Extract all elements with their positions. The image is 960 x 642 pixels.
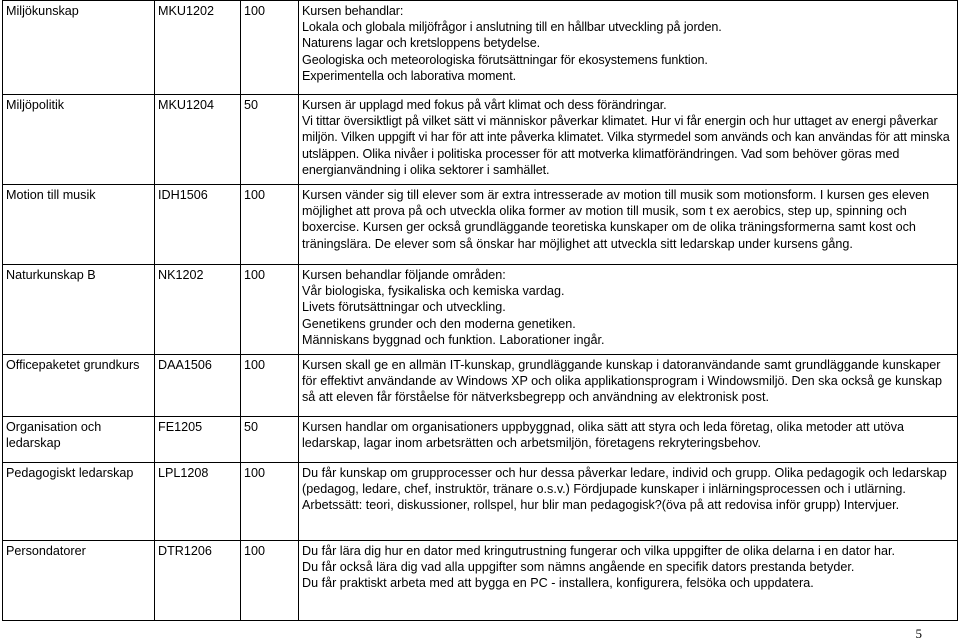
course-name: Organisation och ledarskap	[3, 417, 155, 463]
course-name: Officepaketet grundkurs	[3, 355, 155, 417]
description-line: Du får praktiskt arbeta med att bygga en PC - installera, konfigurera, felsöka och uppdatera.	[302, 576, 814, 591]
description-line: Lokala och globala miljöfrågor i anslutning till en hållbar utveckling på jorden.	[302, 20, 722, 35]
description-line: Kursen handlar om organisationers uppbyggnad, olika sätt att styra och leda företag, olika metoder att utöva ledarskap, lagar inom arbetsrätten och arbetsmiljön, företagens rekryteringsbehov.	[302, 420, 905, 451]
course-name: Miljökunskap	[3, 1, 155, 95]
course-name: Naturkunskap B	[3, 265, 155, 355]
course-name: Persondatorer	[3, 541, 155, 621]
description-line: Livets förutsättningar och utveckling.	[302, 300, 506, 315]
course-code: LPL1208	[155, 463, 241, 541]
description-line: Kursen behandlar:	[302, 4, 404, 18]
course-code: FE1205	[155, 417, 241, 463]
course-code: MKU1202	[155, 1, 241, 95]
description-line: Kursen är upplagd med fokus på vårt klimat och dess förändringar.	[302, 98, 667, 112]
description-line: Du får kunskap om grupprocesser och hur dessa påverkar ledare, individ och grupp. Olika pedagogik och ledarskap (pedagog, ledare, chef, instruktör, tränare o.s.v.) Fördjupade kunskaper i inlärningsprocessen och i utlärning. Arbetssätt: teori, diskussioner, rollspel, hur blir man pedagogisk?(öva på att redovisa inför grupp) Intervjuer.	[302, 466, 947, 513]
course-table-body	[3, 1, 958, 621]
description-line: Geologiska och meteorologiska förutsättningar för ekosystemens funktion.	[302, 52, 708, 67]
description-line: Kursen skall ge en allmän IT-kunskap, grundläggande kunskap i datoranvändande samt grundläggande kunskaper för effektivt användande av Windows XP och olika applikationsprogram i Windowsmiljö. Den ska också ge kunskap så att eleven får förståelse för nätverksbegrepp och användning av elektronisk post.	[302, 358, 943, 405]
course-description	[299, 1, 958, 95]
course-row	[3, 463, 958, 541]
course-code: IDH1506	[155, 185, 241, 265]
course-points: 100	[241, 541, 299, 621]
course-row	[3, 95, 958, 185]
course-points: 100	[241, 355, 299, 417]
course-code: NK1202	[155, 265, 241, 355]
description-line: Experimentella och laborativa moment.	[302, 68, 516, 83]
course-name: Miljöpolitik	[3, 95, 155, 185]
course-row	[3, 541, 958, 621]
course-row	[3, 355, 958, 417]
course-name: Motion till musik	[3, 185, 155, 265]
course-points: 50	[241, 95, 299, 185]
course-code: DTR1206	[155, 541, 241, 621]
description-line: Vi tittar översiktligt på vilket sätt vi människor påverkar klimatet. Hur vi får energin och hur uttaget av energi påverkar miljön. Vilken uppgift vi har för att inte påverka klimatet. Vilka styrmedel som används och kan användas för att minska utsläppen. Olika nivåer i politiska processer för att motverka klimatförändringen. Vad som behöver göras med energianvändning i olika sektorer i samhället.	[302, 114, 950, 177]
course-points: 100	[241, 265, 299, 355]
course-table	[2, 0, 958, 621]
course-row	[3, 265, 958, 355]
course-description	[299, 185, 958, 265]
course-description	[299, 541, 958, 621]
course-code: DAA1506	[155, 355, 241, 417]
description-line: Naturens lagar och kretsloppens betydelse.	[302, 36, 541, 51]
description-line: Kursen behandlar följande områden:	[302, 268, 506, 282]
course-description	[299, 417, 958, 463]
description-line: Kursen vänder sig till elever som är extra intresserade av motion till musik som motionsform. I kursen ges eleven möjlighet att prova på och utveckla olika former av motion till musik, som t ex aerobics, step up, spinning och boxercise. Kursen ger också grundläggande teoretiska kunskaper om de olika träningsformerna samt kost och träningslära. De elever som så önskar har möjlighet att utveckla sitt ledarskap under kursens gång.	[302, 188, 930, 251]
page-number: 5	[915, 626, 922, 641]
course-points: 50	[241, 417, 299, 463]
description-line: Vår biologiska, fysikaliska och kemiska vardag.	[302, 284, 565, 299]
course-description	[299, 95, 958, 185]
course-points: 100	[241, 463, 299, 541]
course-row	[3, 185, 958, 265]
course-description	[299, 355, 958, 417]
course-code: MKU1204	[155, 95, 241, 185]
course-row	[3, 417, 958, 463]
course-description	[299, 265, 958, 355]
course-description	[299, 463, 958, 541]
description-line: Du får också lära dig vad alla uppgifter som nämns angående en specifik dators prestanda betyder.	[302, 560, 855, 575]
description-line: Genetikens grunder och den moderna genetiken.	[302, 316, 576, 331]
description-line: Du får lära dig hur en dator med kringutrustning fungerar och vilka uppgifter de olika delarna i en dator har.	[302, 544, 895, 558]
description-line: Människans byggnad och funktion. Laborationer ingår.	[302, 332, 605, 347]
course-points: 100	[241, 185, 299, 265]
course-row	[3, 1, 958, 95]
course-name: Pedagogiskt ledarskap	[3, 463, 155, 541]
course-points: 100	[241, 1, 299, 95]
